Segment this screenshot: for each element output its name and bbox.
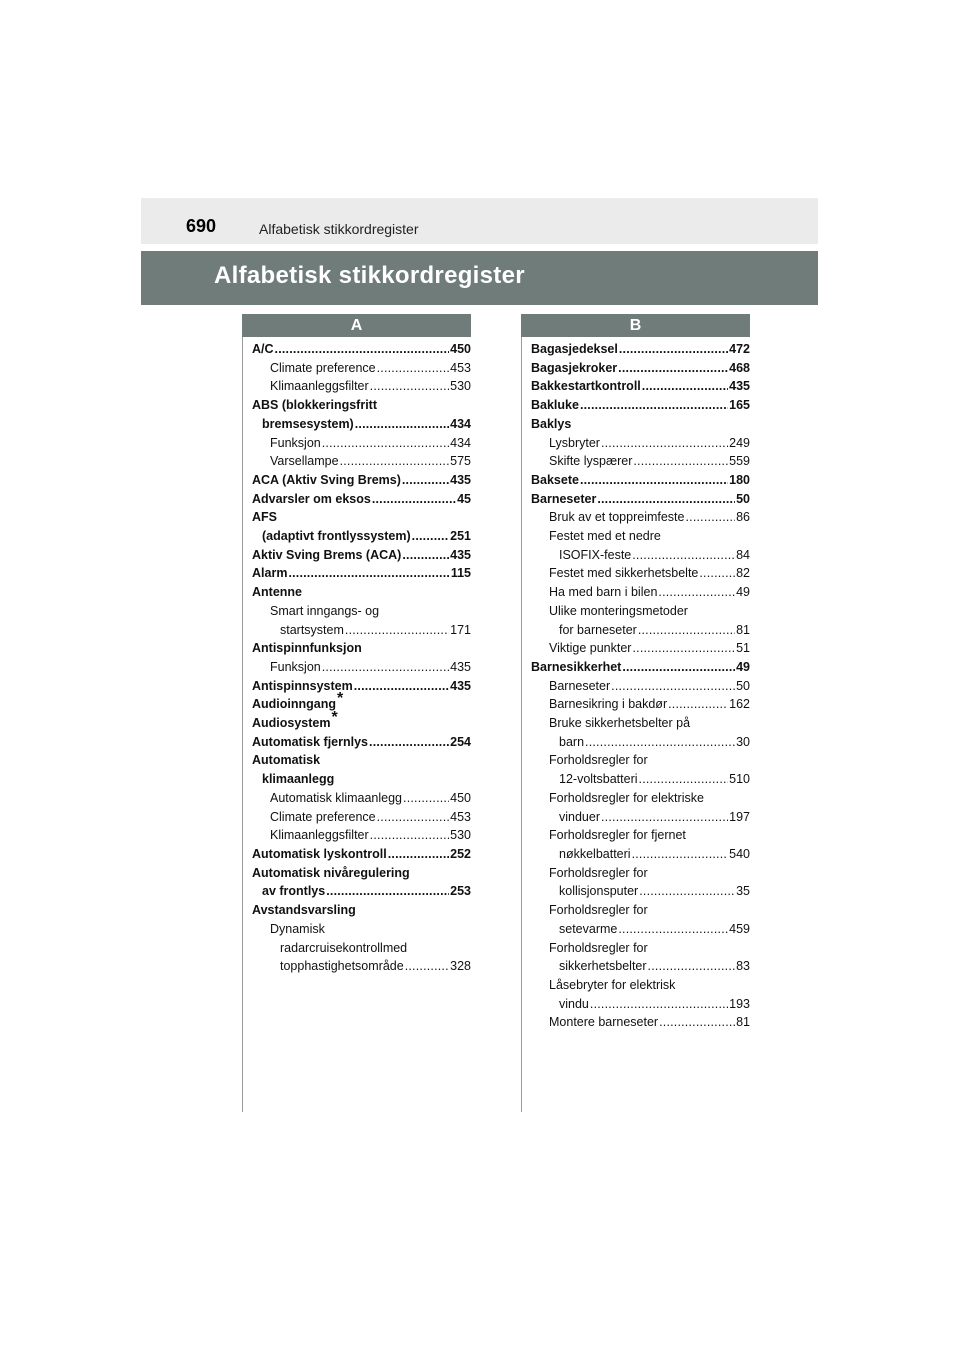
index-entry-page: 197: [729, 809, 750, 824]
column-rule-a: [242, 337, 243, 1112]
index-entry-text: for barneseter: [559, 622, 637, 637]
index-entry-text: Låsebryter for elektrisk: [549, 977, 676, 992]
index-entry-text: Baklys: [531, 416, 572, 431]
dot-leader: [372, 490, 456, 509]
index-entry: [531, 770, 750, 789]
dot-leader: [668, 695, 728, 714]
index-entry-page: 450: [450, 342, 471, 356]
index-entry: [252, 882, 471, 901]
index-entry-text: Bagasjedeksel: [531, 342, 618, 356]
index-entry-page: 83: [736, 959, 750, 974]
dot-leader: [658, 583, 735, 602]
index-entry: [252, 583, 471, 602]
index-entry: [531, 546, 750, 565]
index-entry-page: 30: [736, 734, 750, 749]
index-entry-text: vinduer: [559, 809, 600, 824]
index-entry: [531, 1013, 750, 1032]
dot-leader: [377, 808, 450, 827]
index-entry-text: Forholdsregler for elektriske: [549, 790, 704, 805]
index-entry: [531, 808, 750, 827]
index-entry: [252, 490, 471, 509]
index-entry: [531, 639, 750, 658]
index-entry: [531, 359, 750, 378]
index-entry: [252, 864, 471, 883]
index-entry: [252, 658, 471, 677]
index-entry-text: Barneseter: [549, 678, 611, 693]
index-entry-page: 459: [729, 921, 750, 936]
dot-leader: [580, 471, 728, 490]
index-entry-page: 84: [736, 547, 750, 562]
index-entry-text: A/C: [252, 342, 274, 356]
index-entry-text: Climate preference: [270, 809, 376, 824]
index-entry-page: 253: [450, 884, 471, 899]
index-entry-text: av frontlys: [262, 884, 326, 899]
index-entry: [531, 939, 750, 958]
index-entry-text: Aktiv Sving Brems (ACA): [252, 547, 402, 562]
header-band: [141, 198, 818, 244]
index-entry: [531, 882, 750, 901]
dot-leader: [326, 882, 449, 901]
index-entry-page: 530: [450, 379, 471, 394]
dot-leader: [345, 621, 449, 640]
index-entry-text: Barnesikkerhet: [531, 659, 622, 674]
index-entry-text: Automatisk nivåregulering: [252, 865, 410, 880]
index-entry-page: 50: [736, 678, 750, 693]
index-entry: [252, 452, 471, 471]
dot-leader: [403, 789, 449, 808]
index-entry-page: 435: [450, 547, 471, 562]
index-entry: [531, 920, 750, 939]
index-entry-text: Ulike monteringsmetoder: [549, 603, 688, 618]
index-entry-page: 49: [736, 659, 750, 674]
index-entry-text: Dynamisk: [270, 921, 325, 936]
index-column-b: [531, 340, 750, 1032]
index-entry-text: Climate preference: [270, 360, 376, 375]
index-entry-text: radarcruisekontrollmed: [280, 940, 408, 955]
index-entry-text: Antispinnfunksjon: [252, 641, 362, 656]
index-entry-text: sikkerhetsbelter: [559, 959, 647, 974]
index-entry-text: (adaptivt frontlyssystem): [262, 529, 411, 544]
index-entry-text: 12-voltsbatteri: [559, 772, 638, 787]
dot-leader: [642, 377, 728, 396]
index-entry-text: Forholdsregler for: [549, 940, 648, 955]
index-entry: [252, 939, 471, 958]
index-entry-page: 575: [450, 454, 471, 469]
index-entry: [531, 452, 750, 471]
index-entry: [531, 714, 750, 733]
dot-leader: [632, 546, 735, 565]
dot-leader: [632, 639, 735, 658]
index-entry-text: Automatisk lyskontroll: [252, 846, 387, 861]
index-entry-page: 82: [736, 566, 750, 581]
index-entry-text: Klimaanleggsfilter: [270, 828, 369, 843]
index-entry-page: 453: [450, 809, 471, 824]
index-entry-page: 453: [450, 360, 471, 375]
index-entry: [531, 396, 750, 415]
index-entry-page: 434: [450, 416, 471, 431]
dot-leader: [699, 564, 735, 583]
dot-leader: [580, 396, 728, 415]
dot-leader: [685, 508, 735, 527]
dot-leader: [402, 471, 449, 490]
dot-leader: [618, 359, 728, 378]
index-entry-text: Barnesikring i bakdør: [549, 697, 668, 712]
index-entry-page: 50: [736, 491, 750, 506]
index-entry-text: Forholdsregler for: [549, 753, 648, 768]
footnote-star: *: [331, 709, 338, 727]
index-entry: [531, 864, 750, 883]
index-entry-text: Festet med et nedre: [549, 529, 661, 544]
index-entry-text: Audiosystem: [252, 716, 331, 731]
index-entry-page: 86: [736, 510, 750, 525]
index-entry: [531, 695, 750, 714]
dot-leader: [648, 957, 736, 976]
dot-leader: [632, 845, 729, 864]
index-entry: [252, 920, 471, 939]
index-entry-text: setevarme: [559, 921, 618, 936]
index-entry-text: Smart inngangs- og: [270, 603, 380, 618]
index-entry: [252, 826, 471, 845]
index-entry: [531, 677, 750, 696]
index-entry: [531, 658, 750, 677]
index-entry-page: 559: [729, 454, 750, 469]
index-entry-text: Bakkestartkontroll: [531, 379, 641, 394]
dot-leader: [355, 415, 449, 434]
index-entry-page: 510: [729, 772, 750, 787]
index-entry: [252, 639, 471, 658]
index-entry: [531, 415, 750, 434]
index-entry-text: bremsesystem): [262, 416, 354, 431]
index-entry-text: Automatisk klimaanlegg: [270, 790, 403, 805]
dot-leader: [322, 434, 449, 453]
dot-leader: [638, 621, 735, 640]
index-entry: [531, 564, 750, 583]
index-entry-text: Festet med sikkerhetsbelte: [549, 566, 699, 581]
dot-leader: [275, 340, 450, 359]
index-entry-page: 252: [450, 846, 471, 861]
index-entry: [252, 415, 471, 434]
index-entry: [252, 546, 471, 565]
index-entry-text: Antenne: [252, 585, 302, 600]
index-entry-page: 468: [729, 360, 750, 375]
index-entry-text: Barneseter: [531, 491, 597, 506]
dot-leader: [322, 658, 449, 677]
index-entry: [531, 751, 750, 770]
index-entry-text: Avstandsvarsling: [252, 903, 356, 918]
dot-leader: [340, 452, 450, 471]
index-entry-page: 115: [450, 566, 471, 581]
index-entry: [531, 957, 750, 976]
index-entry-text: ISOFIX-feste: [559, 547, 632, 562]
index-entry: [252, 564, 471, 583]
index-entry-page: 434: [450, 435, 471, 450]
index-entry: [252, 396, 471, 415]
index-entry-text: barn: [559, 734, 585, 749]
index-entry-page: 254: [450, 734, 471, 749]
index-entry-text: klimaanlegg: [262, 772, 335, 787]
index-entry-text: ABS (blokkeringsfritt: [252, 398, 378, 413]
index-entry: [531, 527, 750, 546]
index-entry: [531, 471, 750, 490]
index-entry-text: AFS: [252, 510, 277, 525]
index-entry-text: Audioinngang: [252, 697, 337, 712]
dot-leader: [611, 677, 735, 696]
index-entry-text: Automatisk fjernlys: [252, 734, 369, 749]
dot-leader: [402, 546, 449, 565]
index-entry-page: 162: [729, 697, 750, 712]
index-entry-page: 435: [450, 659, 471, 674]
index-entry: [531, 602, 750, 621]
index-entry-text: Baksete: [531, 472, 579, 487]
index-entry: [252, 789, 471, 808]
dot-leader: [601, 434, 728, 453]
index-entry: [252, 434, 471, 453]
index-entry: [252, 957, 471, 976]
index-entry-page: 450: [450, 790, 471, 805]
index-entry: [252, 808, 471, 827]
index-entry-page: 251: [450, 529, 471, 544]
index-entry-text: Antispinnsystem: [252, 678, 353, 693]
index-entry: [531, 490, 750, 509]
index-entry: [252, 602, 471, 621]
index-entry-text: Ha med barn i bilen: [549, 585, 658, 600]
index-entry-text: Varsellampe: [270, 454, 339, 469]
index-entry-page: 171: [450, 622, 471, 637]
dot-leader: [288, 564, 449, 583]
index-entry-text: Klimaanleggsfilter: [270, 379, 369, 394]
page-number: 690: [186, 216, 217, 236]
index-entry-page: 165: [729, 398, 750, 413]
index-entry: [252, 770, 471, 789]
index-entry: [252, 733, 471, 752]
index-entry-text: Bakluke: [531, 398, 579, 413]
dot-leader: [590, 995, 728, 1014]
dot-leader: [405, 957, 449, 976]
index-entry-text: topphastighetsområde: [280, 959, 404, 974]
index-entry-page: 435: [729, 379, 750, 394]
index-entry: [252, 621, 471, 640]
index-entry-text: Montere barneseter: [549, 1015, 659, 1030]
index-entry-text: Forholdsregler for fjernet: [549, 828, 686, 843]
index-entry-page: 435: [450, 678, 471, 693]
dot-leader: [659, 1013, 735, 1032]
index-entry-page: 472: [729, 342, 750, 356]
index-entry-text: startsystem: [280, 622, 344, 637]
index-entry: [252, 508, 471, 527]
index-entry: [252, 751, 471, 770]
index-entry-page: 193: [729, 996, 750, 1011]
dot-leader: [619, 340, 728, 359]
column-rule-b: [521, 337, 522, 1112]
dot-leader: [370, 377, 449, 396]
index-entry-text: Alarm: [252, 566, 288, 581]
index-entry: [252, 359, 471, 378]
index-entry-text: kollisjonsputer: [559, 884, 639, 899]
index-entry: [531, 340, 750, 359]
index-entry: [531, 995, 750, 1014]
index-entry-page: 35: [736, 884, 750, 899]
index-entry-page: 530: [450, 828, 471, 843]
index-entry: [531, 789, 750, 808]
index-column-a: [252, 340, 471, 976]
index-entry-text: Viktige punkter: [549, 641, 632, 656]
dot-leader: [377, 359, 450, 378]
index-entry: [531, 901, 750, 920]
index-entry-text: Skifte lyspærer: [549, 454, 633, 469]
index-entry-text: Advarsler om eksos: [252, 491, 371, 506]
index-entry-page: 81: [736, 622, 750, 637]
dot-leader: [354, 677, 449, 696]
index-entry-text: Forholdsregler for: [549, 903, 648, 918]
index-entry-text: Lysbryter: [549, 435, 600, 450]
index-entry: [252, 677, 471, 696]
dot-leader: [601, 808, 728, 827]
index-entry: [531, 845, 750, 864]
index-entry: [252, 709, 471, 733]
section-letter-a: A: [242, 314, 471, 337]
index-entry: [252, 901, 471, 920]
index-entry-text: Automatisk: [252, 753, 321, 768]
dot-leader: [585, 733, 735, 752]
dot-leader: [388, 845, 449, 864]
index-entry-text: Bagasjekroker: [531, 360, 618, 375]
index-entry-text: Bruk av et toppreimfeste: [549, 510, 685, 525]
index-entry-page: 435: [450, 472, 471, 487]
dot-leader: [412, 527, 449, 546]
page-title: Alfabetisk stikkordregister: [214, 262, 525, 289]
index-entry: [252, 527, 471, 546]
index-entry-text: nøkkelbatteri: [559, 846, 631, 861]
index-entry-page: 180: [729, 472, 750, 487]
index-entry: [531, 508, 750, 527]
index-entry-text: ACA (Aktiv Sving Brems): [252, 472, 401, 487]
running-title: Alfabetisk stikkordregister: [259, 221, 419, 237]
dot-leader: [633, 452, 728, 471]
index-entry: [252, 690, 471, 714]
index-entry-page: 51: [736, 641, 750, 656]
index-entry: [252, 471, 471, 490]
dot-leader: [370, 826, 449, 845]
index-entry: [252, 340, 471, 359]
section-letter-b: B: [521, 314, 750, 337]
index-entry-page: 540: [729, 846, 750, 861]
index-entry-page: 249: [729, 435, 750, 450]
dot-leader: [639, 882, 735, 901]
index-entry: [252, 845, 471, 864]
index-entry-page: 49: [736, 585, 750, 600]
dot-leader: [369, 733, 449, 752]
index-entry-text: Forholdsregler for: [549, 865, 648, 880]
index-entry: [531, 583, 750, 602]
index-entry: [531, 826, 750, 845]
index-entry: [531, 377, 750, 396]
index-entry: [252, 377, 471, 396]
dot-leader: [618, 920, 728, 939]
dot-leader: [639, 770, 729, 789]
index-entry: [531, 976, 750, 995]
index-entry-text: vindu: [559, 996, 589, 1011]
index-entry-text: Funksjon: [270, 659, 321, 674]
index-entry: [531, 733, 750, 752]
index-entry-text: Funksjon: [270, 435, 321, 450]
index-entry-page: 328: [450, 959, 471, 974]
index-entry: [531, 434, 750, 453]
index-entry-text: Bruke sikkerhetsbelter på: [549, 716, 691, 731]
dot-leader: [597, 490, 735, 509]
footnote-star: *: [337, 690, 344, 708]
dot-leader: [622, 658, 735, 677]
index-entry-page: 45: [457, 491, 471, 506]
index-entry-page: 81: [736, 1015, 750, 1030]
index-entry: [531, 621, 750, 640]
